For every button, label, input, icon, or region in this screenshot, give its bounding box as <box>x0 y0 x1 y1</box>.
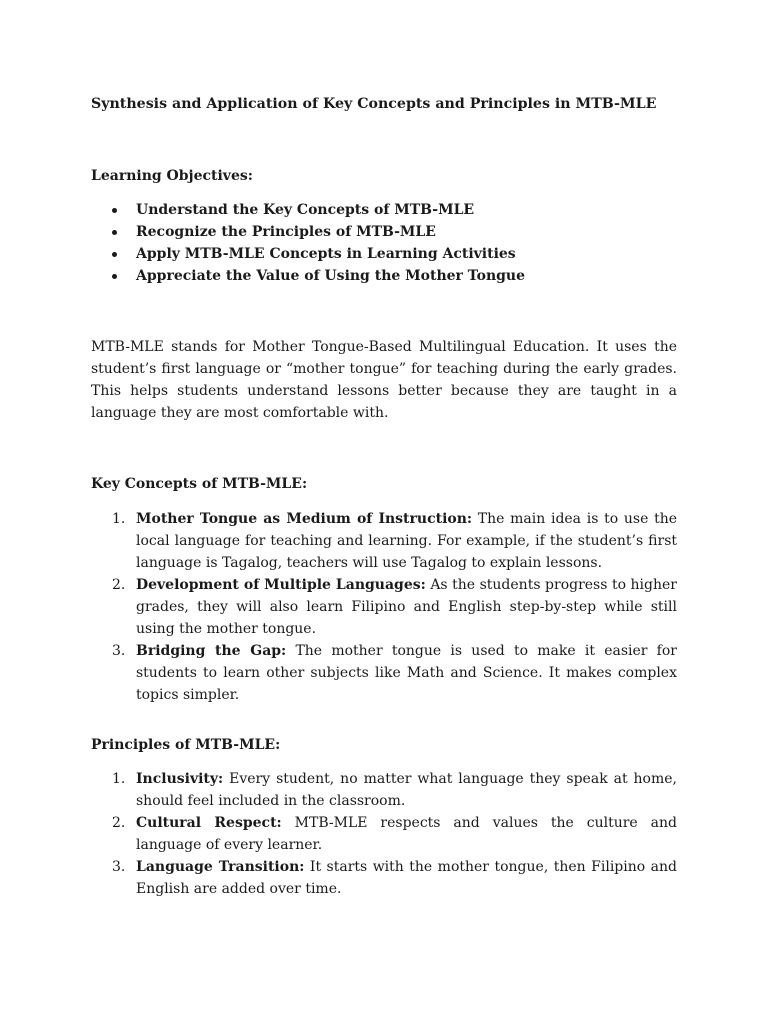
list-item: Apply MTB-MLE Concepts in Learning Activities <box>91 243 677 265</box>
objectives-heading: Learning Objectives: <box>91 168 253 184</box>
item-term: Development of Multiple Languages: <box>136 577 426 593</box>
list-item <box>91 812 677 856</box>
list-item: Recognize the Principles of MTB-MLE <box>91 221 677 243</box>
bullet-icon <box>112 230 117 235</box>
list-item: Understand the Key Concepts of MTB-MLE <box>91 199 677 221</box>
list-item <box>91 574 677 640</box>
intro-paragraph: MTB-MLE stands for Mother Tongue-Based Multilingual Education. It uses the student’s first language or “mother tongue” for teaching during the early grades. This helps students understand lessons better because they are taught in a language they are most comfortable with. <box>91 339 677 421</box>
bullet-icon <box>112 252 117 257</box>
key-concepts-heading: Key Concepts of MTB-MLE: <box>91 476 308 492</box>
item-number: 1. <box>112 771 126 787</box>
key-concepts-list <box>91 508 677 706</box>
item-number: 3. <box>112 643 126 659</box>
item-text: As the students progress to higher grades, they will also learn Filipino and English step-by-step while still using the mother tongue. <box>136 577 677 637</box>
item-text: The mother tongue is used to make it easier for students to learn other subjects like Math and Science. It makes complex topics simpler. <box>136 643 677 703</box>
item-number: 2. <box>112 577 126 593</box>
item-term: Cultural Respect: <box>136 815 282 831</box>
item-text: MTB-MLE respects and values the culture and language of every learner. <box>136 815 677 853</box>
item-text: It starts with the mother tongue, then Filipino and English are added over time. <box>136 859 678 897</box>
item-number: 3. <box>112 859 126 875</box>
bullet-icon <box>112 208 117 213</box>
list-item <box>91 508 677 574</box>
list-item: Appreciate the Value of Using the Mother Tongue <box>91 265 677 287</box>
list-item <box>91 768 677 812</box>
item-text: Every student, no matter what language they speak at home, should feel included in the classroom. <box>136 771 677 809</box>
objectives-list <box>91 199 677 287</box>
item-number: 2. <box>112 815 126 831</box>
item-term: Mother Tongue as Medium of Instruction: <box>136 511 473 527</box>
bullet-icon <box>112 274 117 279</box>
document-title: Synthesis and Application of Key Concepts and Principles in MTB-MLE <box>91 96 657 112</box>
principles-list <box>91 768 677 900</box>
principles-heading: Principles of MTB-MLE: <box>91 737 281 753</box>
item-term: Bridging the Gap: <box>136 643 287 659</box>
item-number: 1. <box>112 511 126 527</box>
item-term: Inclusivity: <box>136 771 224 787</box>
item-text: The main idea is to use the local language for teaching and learning. For example, if the student’s first language is Tagalog, teachers will use Tagalog to explain lessons. <box>136 511 678 571</box>
list-item <box>91 640 677 706</box>
item-term: Language Transition: <box>136 859 305 875</box>
list-item <box>91 856 677 900</box>
